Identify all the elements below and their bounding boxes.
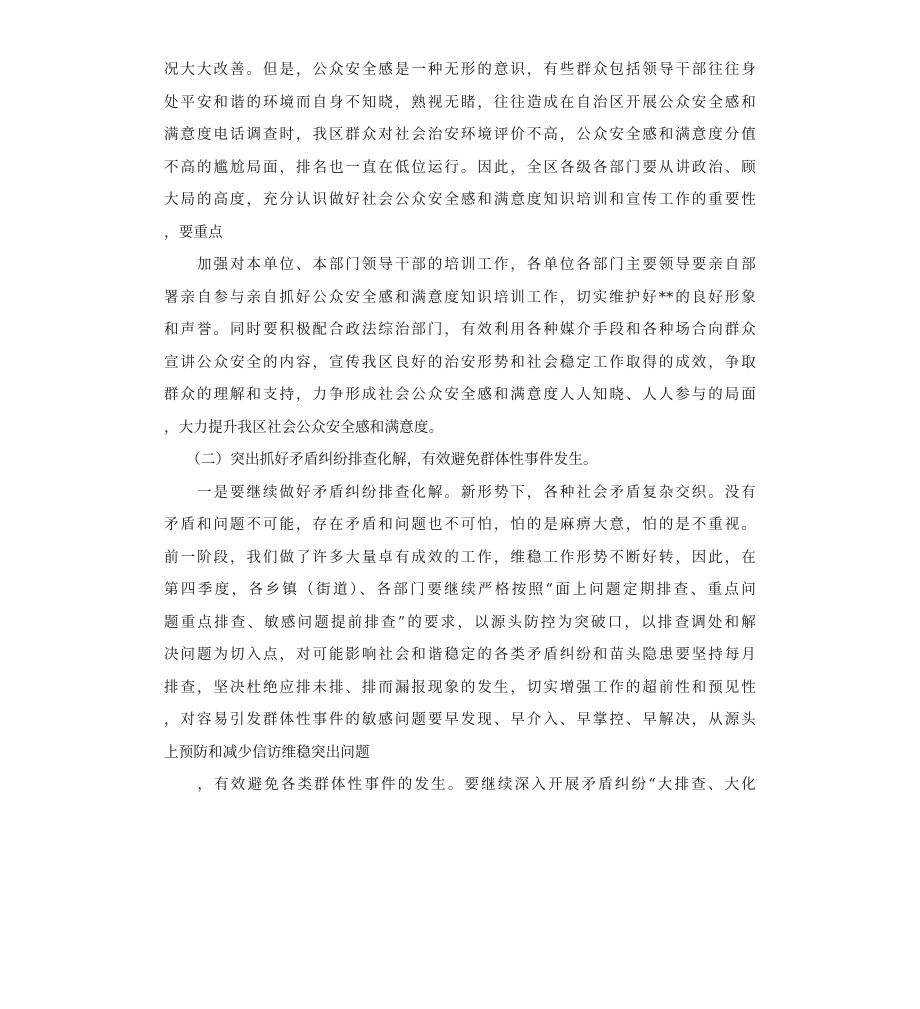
text-line: 决问题为切入点，对可能影响社会和谐稳定的各类矛盾纠纷和苗头隐患要坚持每月 [164, 647, 756, 663]
text-line: 群众的理解和支持，力争形成社会公众安全感和满意度人人知晓、人人参与的局面 [164, 387, 756, 403]
section-heading: （二）突出抓好矛盾纠纷排查化解，有效避免群体性事件发生。 [164, 452, 598, 468]
text-line: 满意度电话调查时，我区群众对社会治安环境评价不高，公众安全感和满意度分值 [164, 127, 756, 143]
text-line: 第四季度，各乡镇（街道）、各部门要继续严格按照“面上问题定期排查、重点问 [164, 582, 756, 598]
text-line: 排查，坚决杜绝应排未排、排而漏报现象的发生，切实增强工作的超前性和预见性 [164, 679, 756, 696]
text-line: 大局的高度，充分认识做好社会公众安全感和满意度知识培训和宣传工作的重要性 [164, 192, 756, 208]
text-line: 上预防和减少信访维稳突出问题 [164, 744, 370, 761]
text-line: ，要重点 [164, 224, 223, 241]
text-line: ，对容易引发群体性事件的敏感问题要早发现、早介入、早掌控、早解决，从源头 [164, 712, 756, 728]
text-line: 加强对本单位、本部门领导干部的培训工作，各单位各部门主要领导要亲自部 [164, 257, 756, 273]
text-line: 矛盾和问题不可能，存在矛盾和问题也不可怕，怕的是麻痹大意，怕的是不重视。 [164, 517, 756, 533]
text-line: 和声誉。同时要积极配合政法综治部门，有效利用各种媒介手段和各种场合向群众 [164, 322, 756, 338]
text-line: ，大力提升我区社会公众安全感和满意度。 [164, 419, 444, 436]
text-line: 一是要继续做好矛盾纠纷排查化解。新形势下，各种社会矛盾复杂交织。没有 [164, 484, 756, 501]
text-line: 前一阶段，我们做了许多大量卓有成效的工作，维稳工作形势不断好转，因此，在 [164, 549, 756, 566]
text-line: 宣讲公众安全的内容，宣传我区良好的治安形势和社会稳定工作取得的成效，争取 [164, 354, 756, 371]
text-line: 署亲自参与亲自抓好公众安全感和满意度知识培训工作，切实维护好**的良好形象 [164, 289, 756, 306]
text-line: 况大大改善。但是，公众安全感是一种无形的意识，有些群众包括领导干部往往身 [164, 62, 756, 78]
text-line: ，有效避免各类群体性事件的发生。要继续深入开展矛盾纠纷“大排查、大化 [164, 777, 756, 793]
document-body [164, 54, 756, 802]
text-line: 题重点排查、敏感问题提前排查”的要求，以源头防控为突破口，以排查调处和解 [164, 614, 756, 631]
text-line: 不高的尴尬局面，排名也一直在低位运行。因此，全区各级各部门要从讲政治、顾 [164, 159, 756, 176]
text-line: 处平安和谐的环境而自身不知晓，熟视无睹，往往造成在自治区开展公众安全感和 [164, 94, 756, 111]
